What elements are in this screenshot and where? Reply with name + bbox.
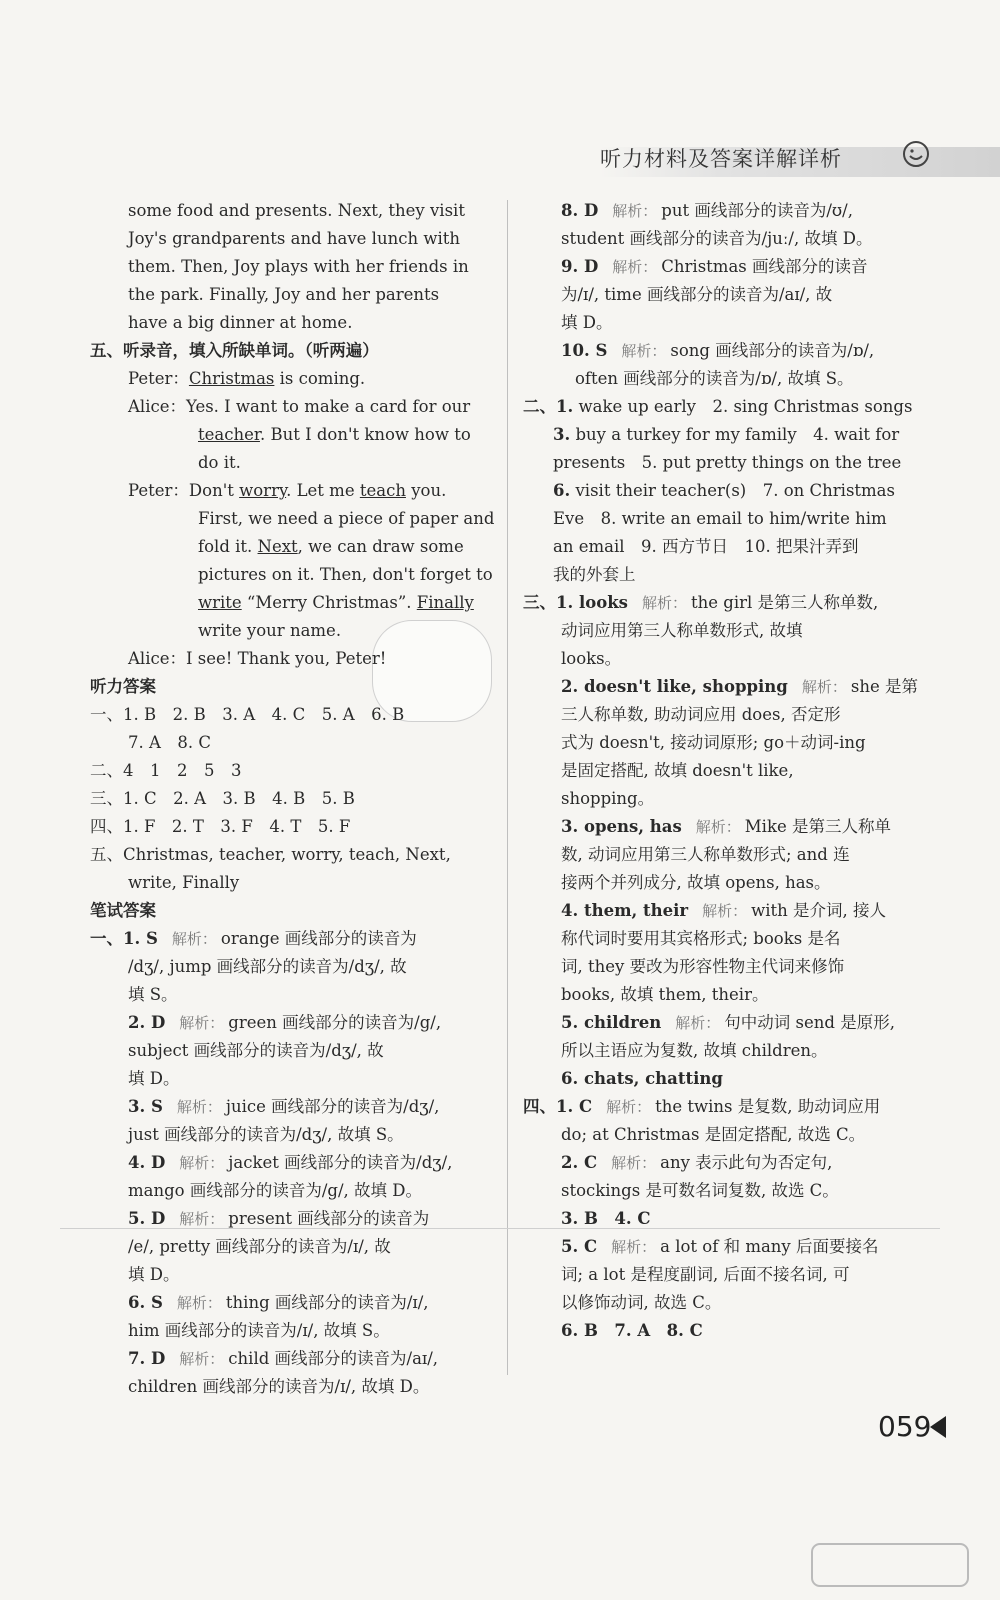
item-text: 词; a lot 是程度副词, 后面不接名词, 可 [561,1265,850,1284]
item-number: 一、1. S [90,929,158,948]
dialogue-line: Alice：Yes. I want to make a card for our [128,397,471,416]
watermark-logo [810,1540,970,1590]
dialogue-line: teacher. But I don't know how to [198,425,471,444]
item-text: /e/, pretty 画线部分的读音为/ɪ/, 故 [128,1237,391,1256]
item-text: with 是介词, 接人 [751,901,887,920]
item-text: 三人称单数, 助动词应用 does, 否定形 [561,705,841,724]
explanation-line [523,421,923,449]
item-text: buy a turkey for my family 4. wait for [575,425,900,444]
item-text: looks。 [561,649,622,668]
item-text: 填 D。 [128,1069,180,1088]
item-text: 所以主语应为复数, 故填 children。 [561,1041,828,1060]
item-text: do; at Christmas 是固定搭配, 故选 C。 [561,1125,866,1144]
written-answer-line [90,1121,490,1149]
item-number: 2. C [561,1153,598,1172]
item-text: 是固定搭配, 故填 doesn't like, [561,761,794,780]
explanation-line [523,1261,923,1289]
analysis-label: 解析： [611,1154,657,1172]
explanation-line [523,1289,923,1317]
explanation-line [523,785,923,813]
item-number: 3. B 4. C [561,1209,651,1228]
analysis-label: 解析： [695,818,741,836]
item-text: Eve 8. write an email to him/write him [553,509,887,528]
written-answers [90,925,490,1401]
explanation-line [523,897,923,925]
item-text: 填 S。 [128,985,178,1004]
item-number: 6. [553,481,571,500]
answer-line: 五、Christmas, teacher, worry, teach, Next, [90,845,451,864]
dialogue-line: Peter：Don't worry. Let me teach you. [128,481,447,500]
written-answer-line [90,1345,490,1373]
item-text: 我的外套上 [553,565,636,584]
passage-line: the park. Finally, Joy and her parents [128,285,440,304]
right-column [523,197,923,1345]
dialogue-line: Peter：Christmas is coming. [128,369,366,388]
item-number: 7. D [128,1349,166,1368]
item-text: song 画线部分的读音为/ɒ/, [670,341,875,360]
explanation-line [523,1009,923,1037]
written-answer-line [90,1289,490,1317]
item-text: Mike 是第三人称单 [744,817,891,836]
answer-line: 四、1. F 2. T 3. F 4. T 5. F [90,817,351,836]
explanation-line [523,309,923,337]
item-text: 动词应用第三人称单数形式, 故填 [561,621,803,640]
answer-line: 7. A 8. C [128,733,212,752]
written-answer-line [90,925,490,953]
item-text: green 画线部分的读音为/g/, [228,1013,442,1032]
explanation-line [523,1037,923,1065]
answer-line: write, Finally [128,873,240,892]
written-answer-line [90,1205,490,1233]
explanation-line [523,561,923,589]
explanation-line [523,953,923,981]
item-text: the twins 是复数, 助动词应用 [655,1097,881,1116]
dialogue-line: write your name. [198,621,342,640]
explanation-line [523,533,923,561]
explanation-line [523,645,923,673]
page-number: 059 [878,1410,932,1443]
analysis-label: 解析： [606,1098,652,1116]
answer-explanations [523,197,923,1345]
written-answer-line [90,1149,490,1177]
item-text: 接两个并列成分, 故填 opens, has。 [561,873,831,892]
item-text: she 是第 [850,677,918,696]
explanation-line [523,729,923,757]
passage-line: Joy's grandparents and have lunch with [128,229,460,248]
written-answer-line [90,1177,490,1205]
dialogue-line: fold it. Next, we can draw some [198,537,464,556]
written-answer-line [90,1065,490,1093]
item-number: 5. children [561,1013,662,1032]
item-number: 6. S [128,1293,163,1312]
item-number: 二、1. [523,397,574,416]
item-number: 3. opens, has [561,817,682,836]
written-answer-line [90,981,490,1009]
explanation-line [523,981,923,1009]
item-text: subject 画线部分的读音为/dʒ/, 故 [128,1041,384,1060]
analysis-label: 解析： [641,594,687,612]
item-number: 6. chats, chatting [561,1069,723,1088]
item-text: children 画线部分的读音为/ɪ/, 故填 D。 [128,1377,430,1396]
item-text: any 表示此句为否定句, [660,1153,833,1172]
item-text: the girl 是第三人称单数, [691,593,879,612]
item-text: jacket 画线部分的读音为/dʒ/, [228,1153,453,1172]
page-header-title: 听力材料及答案详解详析 [600,147,842,171]
item-text: mango 画线部分的读音为/g/, 故填 D。 [128,1181,422,1200]
item-text: student 画线部分的读音为/juː/, 故填 D。 [561,229,873,248]
answer-line: 二、4 1 2 5 3 [90,761,242,780]
written-answer-line [90,953,490,981]
item-number: 2. doesn't like, shopping [561,677,788,696]
smiley-icon [902,140,930,168]
dialogue-line: write “Merry Christmas”. Finally [198,593,474,612]
analysis-label: 解析： [179,1210,225,1228]
item-number: 6. B 7. A 8. C [561,1321,703,1340]
written-answer-line [90,1093,490,1121]
passage-line: them. Then, Joy plays with her friends in [128,257,469,276]
explanation-line [523,589,923,617]
analysis-label: 解析： [179,1154,225,1172]
explanation-line [523,197,923,225]
item-text: child 画线部分的读音为/aɪ/, [228,1349,439,1368]
explanation-line [523,841,923,869]
item-text: 填 D。 [128,1265,180,1284]
analysis-label: 解析： [675,1014,721,1032]
explanation-line [523,1205,923,1233]
explanation-line [523,1065,923,1093]
item-text: Christmas 画线部分的读音 [661,257,868,276]
item-text: wake up early 2. sing Christmas songs [578,397,913,416]
analysis-label: 解析： [176,1098,222,1116]
explanation-line [523,1317,923,1345]
explanation-line [523,477,923,505]
dialogue-line: Alice：I see! Thank you, Peter! [128,649,387,668]
answer-line: 一、1. B 2. B 3. A 4. C 5. A 6. B [90,705,405,724]
written-answer-line [90,1233,490,1261]
item-text: put 画线部分的读音为/ʊ/, [661,201,853,220]
written-answer-line [90,1037,490,1065]
section-5-heading: 五、听录音，填入所缺单词。（听两遍） [90,341,379,360]
analysis-label: 解析： [612,202,658,220]
passage-line: some food and presents. Next, they visit [128,201,465,220]
item-number: 四、1. C [523,1097,593,1116]
written-answer-line [90,1317,490,1345]
explanation-line [523,869,923,897]
passage-continuation [90,197,490,337]
item-text: presents 5. put pretty things on the tree [553,453,902,472]
written-answer-line [90,1009,490,1037]
dialogue-line: pictures on it. Then, don't forget to [198,565,493,584]
dialogue-line: First, we need a piece of paper and [198,509,495,528]
item-text: shopping。 [561,789,655,808]
item-number: 8. D [561,201,599,220]
item-text: 以修饰动词, 故选 C。 [561,1293,722,1312]
item-text: a lot of 和 many 后面要接名 [660,1237,879,1256]
item-text: juice 画线部分的读音为/dʒ/, [225,1097,440,1116]
item-text: stockings 是可数名词复数, 故选 C。 [561,1181,839,1200]
item-text: just 画线部分的读音为/dʒ/, 故填 S。 [128,1125,404,1144]
listening-answers-heading: 听力答案 [90,677,156,696]
analysis-label: 解析： [611,1238,657,1256]
explanation-line [523,1233,923,1261]
item-text: thing 画线部分的读音为/ɪ/, [225,1293,429,1312]
item-text: visit their teacher(s) 7. on Christmas [575,481,895,500]
passage-line: have a big dinner at home. [128,313,353,332]
explanation-line [523,225,923,253]
explanation-line [523,617,923,645]
item-text: 为/ɪ/, time 画线部分的读音为/aɪ/, 故 [561,285,833,304]
analysis-label: 解析： [179,1014,225,1032]
explanation-line [523,505,923,533]
item-text: 句中动词 send 是原形, [724,1013,895,1032]
item-text: 数, 动词应用第三人称单数形式; and 连 [561,845,850,864]
item-number: 9. D [561,257,599,276]
item-text: him 画线部分的读音为/ɪ/, 故填 S。 [128,1321,390,1340]
analysis-label: 解析： [621,342,667,360]
item-number: 4. them, their [561,901,689,920]
page-arrow-icon [930,1416,946,1438]
item-number: 4. D [128,1153,166,1172]
left-column [90,197,495,1401]
analysis-label: 解析： [612,258,658,276]
explanation-line [523,757,923,785]
answer-line: 三、1. C 2. A 3. B 4. B 5. B [90,789,355,808]
explanation-line [523,1177,923,1205]
item-text: 称代词时要用其宾格形式; books 是名 [561,929,841,948]
explanation-line [523,813,923,841]
item-text: an email 9. 西方节日 10. 把果汁弄到 [553,537,859,556]
item-text: orange 画线部分的读音为 [220,929,417,948]
explanation-line [523,337,923,365]
written-answer-line [90,1373,490,1401]
item-number: 三、1. looks [523,593,628,612]
item-number: 5. C [561,1237,598,1256]
item-number: 3. S [128,1097,163,1116]
item-text: 填 D。 [561,313,613,332]
item-text: 词, they 要改为形容性物主代词来修饰 [561,957,845,976]
analysis-label: 解析： [179,1350,225,1368]
item-text: books, 故填 them, their。 [561,985,769,1004]
explanation-line [523,701,923,729]
explanation-line [523,1121,923,1149]
written-answers-heading: 笔试答案 [90,901,156,920]
item-number: 10. S [561,341,608,360]
explanation-line [523,1149,923,1177]
analysis-label: 解析： [176,1294,222,1312]
analysis-label: 解析： [702,902,748,920]
item-number: 2. D [128,1013,166,1032]
explanation-line [523,393,923,421]
written-answer-line [90,1261,490,1289]
explanation-line [523,449,923,477]
column-divider [507,200,508,1375]
explanation-line [523,365,923,393]
item-number: 3. [553,425,571,444]
explanation-line [523,673,923,701]
item-text: present 画线部分的读音为 [228,1209,430,1228]
item-text: /dʒ/, jump 画线部分的读音为/dʒ/, 故 [128,957,407,976]
analysis-label: 解析： [171,930,217,948]
item-text: often 画线部分的读音为/ɒ/, 故填 S。 [575,369,854,388]
analysis-label: 解析： [801,678,847,696]
dialogue-line: do it. [198,453,241,472]
item-number: 5. D [128,1209,166,1228]
listening-answers [90,701,490,897]
item-text: 式为 doesn't, 接动词原形; go＋动词-ing [561,733,866,752]
explanation-line [523,253,923,281]
explanation-line [523,281,923,309]
explanation-line [523,1093,923,1121]
explanation-line [523,925,923,953]
